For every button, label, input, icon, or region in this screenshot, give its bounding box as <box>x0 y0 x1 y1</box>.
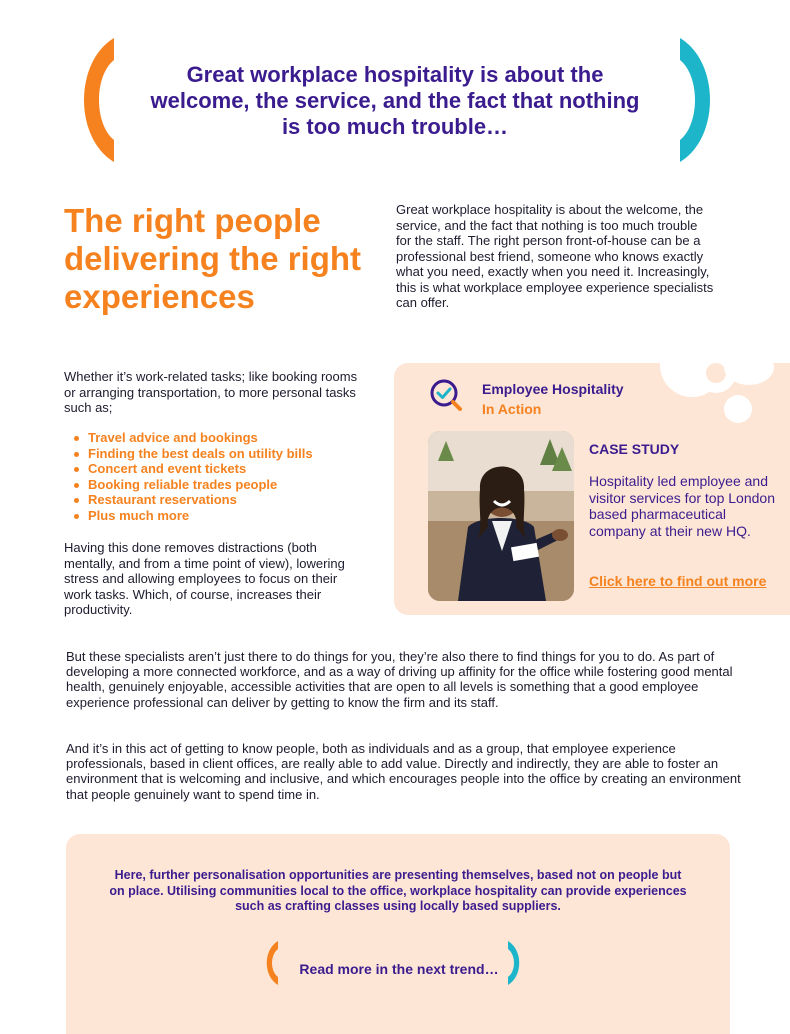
card-title-line1: Employee Hospitality <box>482 381 624 397</box>
left-quote-bracket <box>66 36 122 164</box>
read-more-link[interactable]: Read more in the next trend… <box>299 961 499 977</box>
case-study-label: CASE STUDY <box>589 441 680 457</box>
card-title <box>482 379 662 419</box>
tasks-list <box>64 430 388 524</box>
list-item: Booking reliable trades people <box>88 477 388 493</box>
list-item: Finding the best deals on utility bills <box>88 446 388 462</box>
right-bracket-icon <box>506 940 524 986</box>
intro-paragraph: Great workplace hospitality is about the welcome, the service, and the fact that nothing is too much trouble for the staff. The right person front-of-house can be a professional best friend, someone who knows exactly what you need, exactly when you need it. Increasingly, this is what workplace employee experience specialists can offer. <box>396 202 714 310</box>
tasks-intro: Whether it’s work-related tasks; like booking rooms or arranging transportation, to more personal tasks such as; <box>64 369 358 415</box>
tasks-outro: Having this done removes distractions (both mentally, and from a time point of view), lowering stress and allowing employees to focus on their work tasks. Which, of course, increases their productivity. <box>64 540 345 617</box>
card-title-line2: In Action <box>482 401 542 417</box>
case-study-description: Hospitality led employee and visitor services for top London based pharmaceutical company at their new HQ. <box>589 473 775 539</box>
smiling-host-photo <box>428 431 574 601</box>
list-item: Restaurant reservations <box>88 492 388 508</box>
find-out-more-link[interactable]: Click here to find out more <box>589 573 767 589</box>
body-paragraph: But these specialists aren’t just there to do things for you, they’re also there to find things for you to do. As part of developing a more connected workforce, and as a way of driving up affinity for the office while fostering good mental health, genuinely enjoyable, accessible activities that are open to all levels is something that a good employee experience professional can deliver by getting to know the firm and its staff. <box>66 649 733 710</box>
body-paragraph: And it’s in this act of getting to know people, both as individuals and as a group, that employee experience professionals, based in client offices, are really able to add value. Directly and indirectly, they are able to foster an environment that is welcoming and inclusive, and which encourages people into the office by creating an environment that people genuinely want to spend time in. <box>66 741 741 802</box>
page-title: The right people delivering the right experiences <box>64 202 362 315</box>
pull-quote: Great workplace hospitality is about the welcome, the service, and the fact that nothing is too much trouble… <box>150 62 640 139</box>
callout-box <box>66 834 730 1034</box>
list-item: Concert and event tickets <box>88 461 388 477</box>
list-item: Travel advice and bookings <box>88 430 388 446</box>
decorative-circle <box>724 395 752 423</box>
case-study-card <box>394 363 790 615</box>
right-quote-bracket <box>672 36 728 164</box>
search-check-icon <box>428 377 464 413</box>
callout-text: Here, further personalisation opportunities are presenting themselves, based not on people but on place. Utilising communities local to the office, workplace hospitality can provide experiences such as crafting classes using locally based suppliers. <box>109 868 687 913</box>
list-item: Plus much more <box>88 508 388 524</box>
